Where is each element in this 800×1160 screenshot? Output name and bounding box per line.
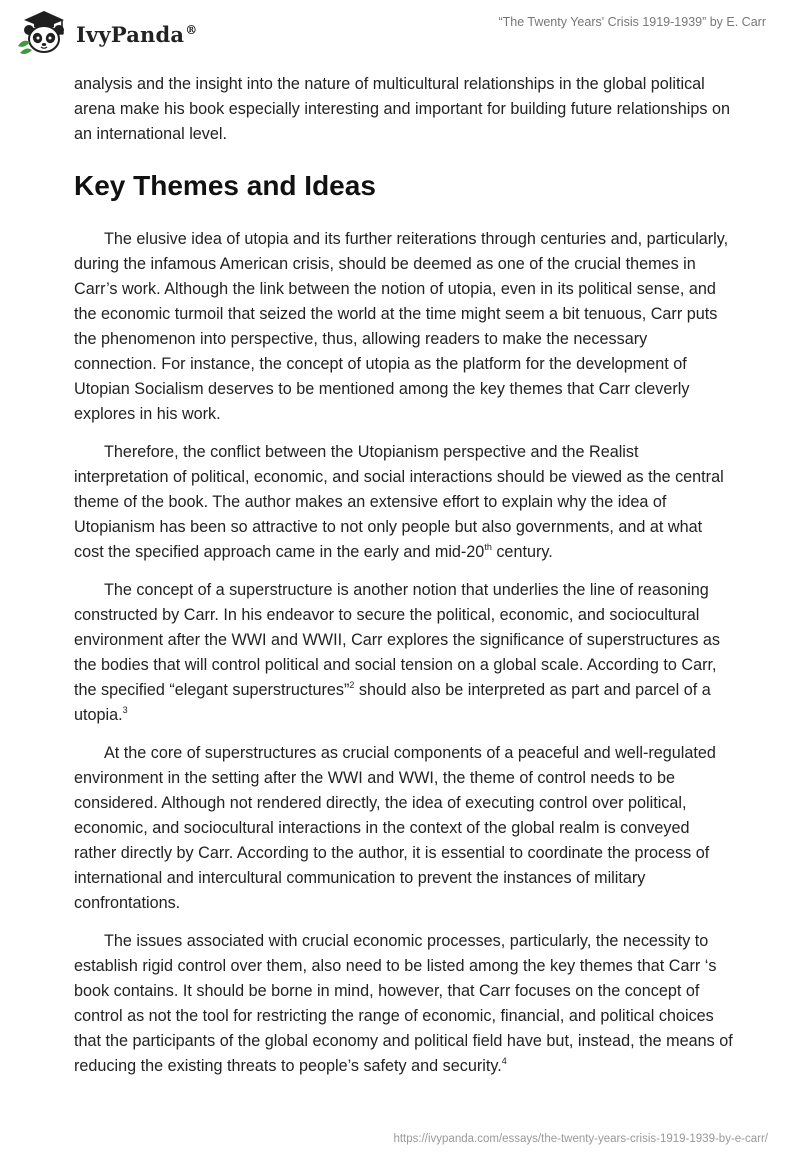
ivypanda-logo[interactable] — [14, 8, 214, 56]
footnote-ref-4[interactable]: 4 — [501, 1056, 507, 1066]
document-title: “The Twenty Years' Crisis 1919-1939” by E. Carr — [498, 15, 766, 29]
paragraph-utopianism-realism: Therefore, the conflict between the Utopianism perspective and the Realist interpretation of political, economic, and social interactions should be viewed as the central theme of the book. The author makes an extensive effort to explain why the idea of Utopianism has been so attractive to not only people but also governments, and at what cost the specified approach came in the early and mid-20th century. — [74, 443, 724, 561]
superscript-th: th — [484, 542, 492, 552]
intro-paragraph: analysis and the insight into the nature of multicultural relationships in the global political arena make his book especially interesting and important for building future relationships on an international level. — [74, 75, 730, 143]
page-header — [0, 0, 800, 70]
paragraph-utopia: The elusive idea of utopia and its further reiterations through centuries and, particularly, during the infamous American crisis, should be deemed as one of the crucial themes in Carr’s work. Although the link between the notion of utopia, even in its political sense, and the economic turmoil that seized the world at the time might seem a bit tenuous, Carr puts the phenomenon into perspective, thus, allowing readers to make the necessary connection. For instance, the concept of utopia as the platform for the development of Utopian Socialism deserves to be mentioned among the key themes that Carr cleverly explores in his work. — [74, 230, 729, 423]
paragraph-superstructure: The concept of a superstructure is another notion that underlies the line of reasoning constructed by Carr. In his endeavor to secure the political, economic, and sociocultural environment after the WWI and WWII, Carr explores the significance of superstructures as the bodies that will control political and social tension on a global scale. According to Carr, the specified “elegant superstructures”$^2$ should also be interpreted as part and parcel of a utopia.$^3$ — [74, 581, 720, 724]
source-url[interactable]: https://ivypanda.com/essays/the-twenty-years-crisis-1919-1939-by-e-carr/ — [393, 1133, 768, 1145]
footnote-ref-3[interactable]: 3 — [122, 705, 128, 715]
section-heading: Key Themes and Ideas — [74, 170, 376, 201]
paragraph-economic: The issues associated with crucial economic processes, particularly, the necessity to establish rigid control over them, also need to be listed among the key themes that Carr ‘s book contains. It should be borne in mind, however, that Carr focuses on the concept of control as not the tool for restricting the range of economic, financial, and political choices that the participants of the global economy and political field have but, instead, the means of reducing the existing threats to people’s safety and security.$^4$ — [74, 932, 733, 1075]
essay-body — [74, 72, 734, 1092]
footnote-ref-2[interactable]: 2 — [349, 680, 355, 690]
panda-graduate-icon — [14, 8, 70, 56]
registered-mark: ® — [185, 23, 198, 37]
paragraph-control: At the core of superstructures as crucial components of a peaceful and well-regulated environment in the setting after the WWI and WWI, the theme of control needs to be considered. Although not rendered directly, the idea of executing control over political, economic, and sociocultural interactions in the context of the global realm is conveyed rather directly by Carr. According to the author, it is essential to coordinate the process of international and intercultural communication to prevent the instances of military confrontations. — [74, 744, 716, 912]
logo-text: IvyPanda® — [76, 22, 198, 47]
